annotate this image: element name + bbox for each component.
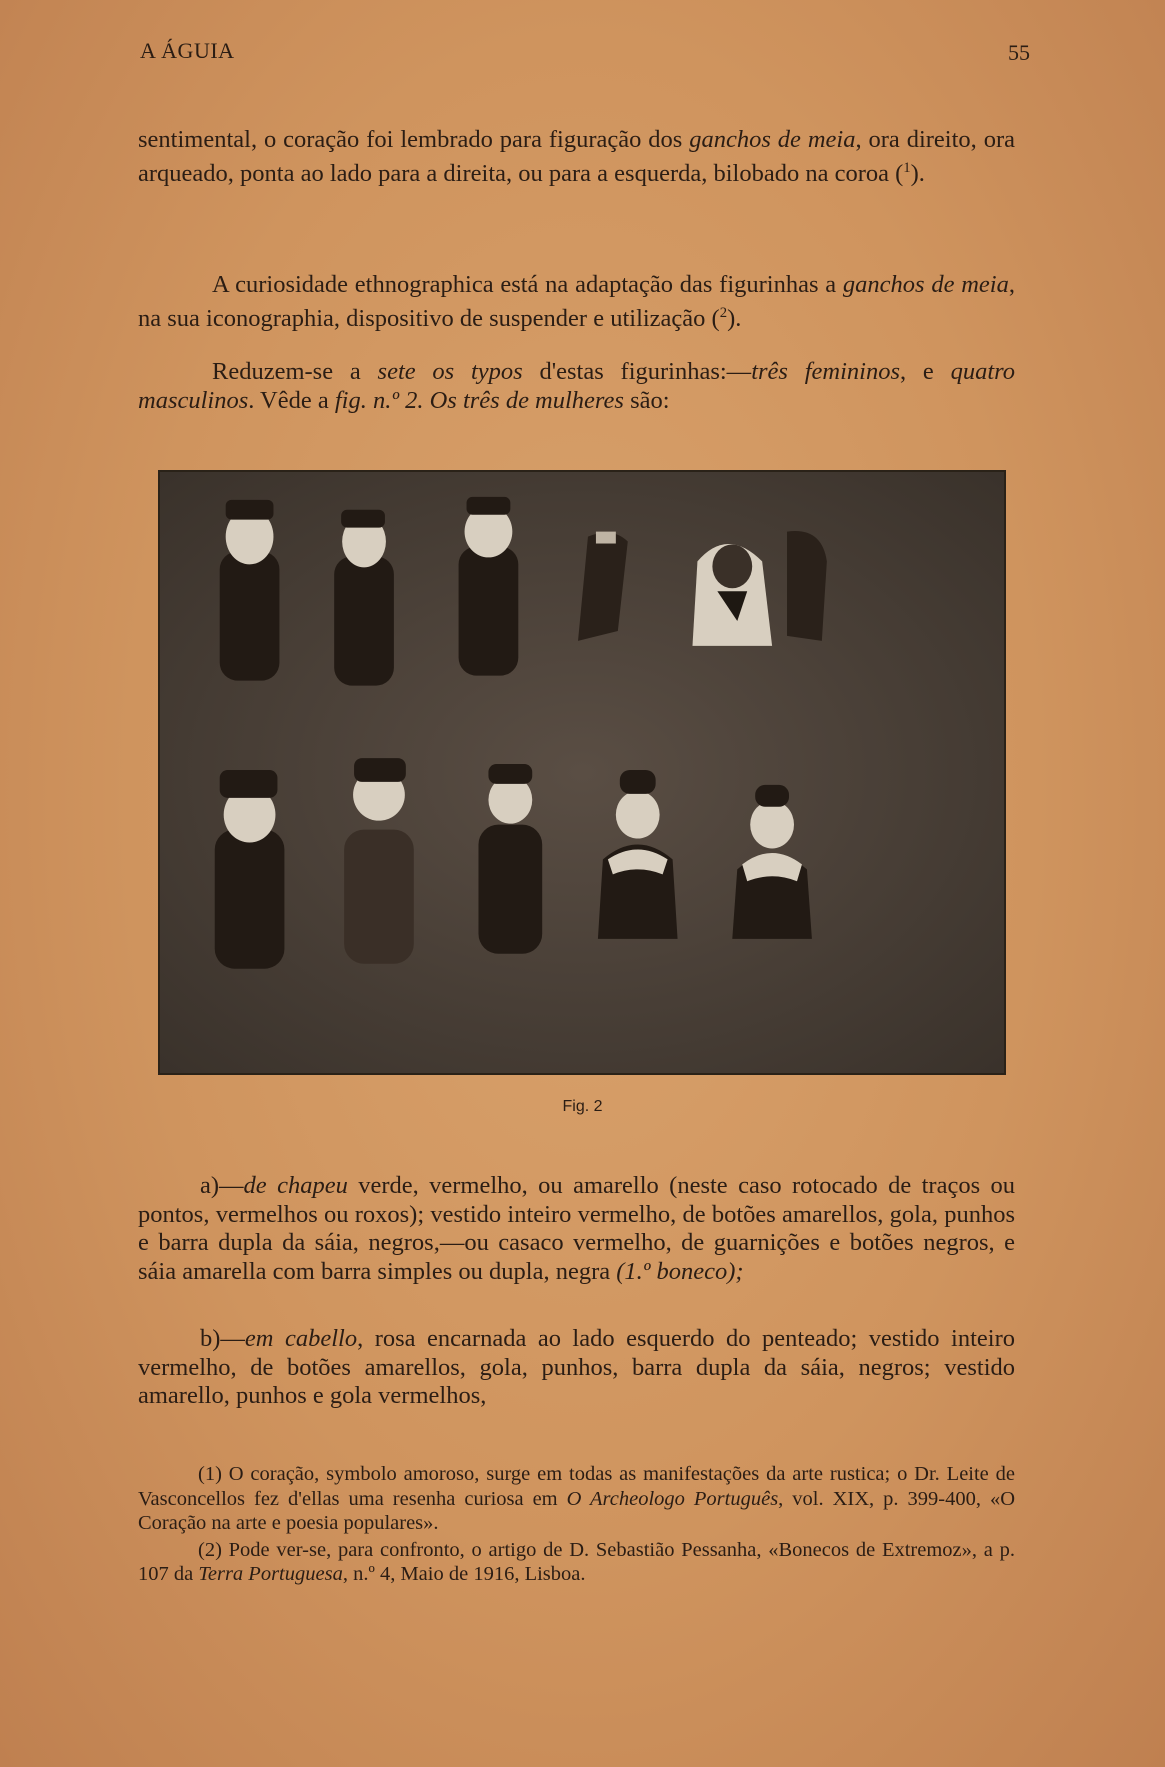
item-a-text: verde, vermelho, ou amarello (neste caso rotocado de traços ou pontos, vermelhos ou roxos); vestido inteiro vermelho, de botões amarellos, gola, punhos e barra dupla da sáia, negros,—ou casaco vermelho, de guarnições e botões negros, e sáia amarella com barra simples ou dupla, negra (138, 1172, 1016, 1285)
item-b-label: b)— (200, 1325, 245, 1352)
paragraph-sentimental (138, 125, 1015, 188)
footnote-2-ital: Terra Portuguesa (198, 1563, 343, 1585)
p1-ital-a: ganchos de meia (689, 126, 856, 153)
p1-text-c: ). (910, 160, 925, 188)
list-item-b (138, 1325, 1015, 1411)
footnote-2-text-a: Pode ver-se, para confronto, o artigo de D. Sebastião Pessanha, «Bonecos de Extremoz», a p. 107 da (138, 1538, 1015, 1585)
footnote-ref-1: 1 (903, 160, 911, 176)
footnotes (138, 1462, 1015, 1589)
paragraph-curiosidade (138, 270, 1015, 333)
paragraph-reduzem (138, 357, 1015, 415)
figure-caption: Fig. 2 (562, 1098, 603, 1115)
footnote-1-text-a: O coração, symbolo amoroso, surge em todas as manifestações da arte rustica; o Dr. Leite de Vasconcellos fez d'ellas uma resenha curiosa em (138, 1463, 1015, 1510)
figurine-top-6 (787, 531, 827, 641)
p3-ital-b: três femininos (751, 358, 900, 385)
p3-ital-a: sete os typos (377, 358, 523, 385)
footnote-2-mark: (2) (198, 1538, 222, 1561)
footnote-1-ital: O Archeologo Português (566, 1487, 779, 1510)
footnote-ref-2: 2 (719, 305, 728, 321)
figurine-top-1 (220, 500, 280, 681)
footnote-2 (138, 1538, 1015, 1587)
item-b-ital-a: em cabello (244, 1325, 358, 1352)
item-a-ital-a: de chapeu (243, 1172, 348, 1199)
p1-text-a: sentimental, o coração foi lembrado para figuração dos (138, 126, 690, 153)
footnote-2-text-b: , n.º 4, Maio de 1916, Lisboa. (342, 1563, 586, 1585)
p3-text-b: d'estas figurinhas:— (522, 358, 752, 385)
p3-text-d: . Vêde a (248, 387, 335, 414)
p3-ital-c: quatro masculinos (138, 358, 1015, 414)
figure-photo-figurines (158, 470, 1006, 1075)
figurines-photo (160, 472, 1004, 1073)
p3-text-c: , e (900, 358, 951, 385)
item-b-text: , rosa encarnada ao lado esquerdo do penteado; vestido inteiro vermelho, de botões amarellos, gola, punhos, barra dupla da sáia, negros; vestido amarello, punhos e gola vermelhos, (138, 1325, 1015, 1409)
p2-ital-a: ganchos de meia (842, 271, 1009, 298)
p3-text-e: são: (623, 387, 670, 414)
footnote-1-mark: (1) (198, 1463, 222, 1485)
figurine-bottom-2 (344, 758, 414, 964)
p2-text-b: , na sua iconographia, dispositivo de suspender e utilização ( (138, 271, 1015, 333)
item-a-ital-b: (1.º boneco); (616, 1257, 744, 1285)
page-number: 55 (1008, 40, 1030, 65)
journal-title: A ÁGUIA (140, 38, 235, 63)
p2-text-a: A curiosidade ethnographica está na adaptação das figurinhas a (212, 271, 843, 298)
figurine-top-3 (459, 497, 519, 676)
p3-ital-d: fig. n.º 2. Os três de mulheres (334, 387, 624, 414)
p3-text-a: Reduzem-se a (212, 358, 378, 385)
footnote-1-text-b: , vol. XIX, p. 399-400, «O Coração na arte e poesia populares». (138, 1487, 1015, 1534)
item-a-label: a)— (200, 1172, 244, 1199)
page-header (140, 38, 1030, 72)
p2-text-c: ). (727, 305, 742, 333)
list-item-a (138, 1172, 1015, 1286)
p1-text-b: , ora direito, ora arqueado, ponta ao lado para a direita, ou para a esquerda, bilobado na coroa ( (138, 126, 1015, 188)
footnote-1 (138, 1462, 1015, 1536)
figurine-top-2 (334, 510, 394, 686)
